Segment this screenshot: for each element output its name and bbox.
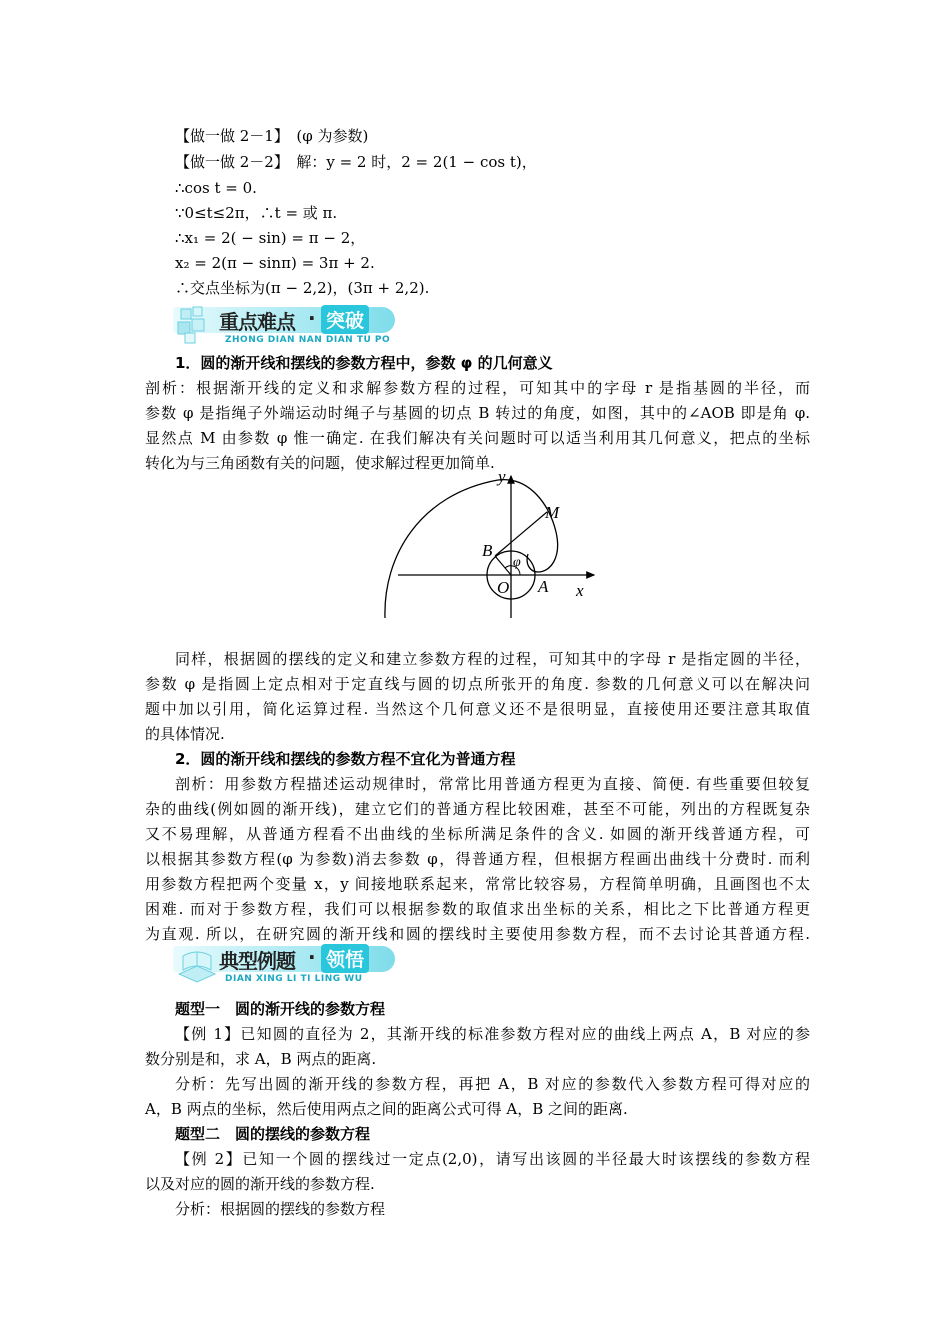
involute-figure <box>380 466 605 626</box>
cubes-icon <box>175 305 219 345</box>
paragraph-line: 剖析：根据渐开线的定义和求解参数方程的过程，可知其中的字母 r 是指基圆的半径，而 <box>145 379 810 397</box>
topic-heading: 题型一 圆的渐开线的参数方程 <box>175 1000 386 1018</box>
math-line: x₂ = 2(π − sinπ) = 3π + 2. <box>175 254 375 272</box>
exercise-2-1-line: 【做一做 2－1】 (φ 为参数) <box>175 127 369 145</box>
math-line: ∴cos t = 0. <box>175 179 257 197</box>
analysis-line: 分析：先写出圆的渐开线的参数方程，再把 A，B 对应的参数代入参数方程可得对应的 <box>175 1075 810 1093</box>
paragraph-line: 参数 φ 是指圆上定点相对于定直线与圆的切点所张开的角度. 参数的几何意义可以在解决问 <box>145 675 810 693</box>
paragraph-line: 参数 φ 是指绳子外端运动时绳子与基圆的切点 B 转过的角度，如图，其中的∠AOB 即是角 φ. <box>145 404 810 422</box>
math-line: ∴交点坐标为(π − 2,2)，(3π + 2,2). <box>175 279 430 297</box>
paragraph-line: 用参数方程把两个变量 x，y 间接地联系起来，常常比较容易，方程简单明确，且画图也不太 <box>145 875 810 893</box>
label-A: A <box>538 577 549 596</box>
paragraph-line: 以根据其参数方程(φ 为参数)消去参数 φ，得普通方程，但根据方程画出曲线十分费时. 而利 <box>145 850 810 868</box>
paragraph-line: 剖析：用参数方程描述运动规律时，常常比用普通方程更为直接、简便. 有些重要但较复 <box>175 775 810 793</box>
paragraph-line: 同样，根据圆的摆线的定义和建立参数方程的过程，可知其中的字母 r 是指定圆的半径， <box>175 650 810 668</box>
label-M: M <box>545 503 560 522</box>
topic-heading: 题型二 圆的摆线的参数方程 <box>175 1125 371 1143</box>
banner-title: 典型例题 <box>219 949 295 973</box>
section-heading: 2．圆的渐开线和摆线的参数方程不宜化为普通方程 <box>175 750 516 768</box>
example-line: 数分别是和，求 A，B 两点的距离. <box>145 1050 377 1068</box>
banner-dot: · <box>308 306 315 330</box>
tangent-BM <box>495 512 547 556</box>
paragraph-line: 转化为与三角函数有关的问题，使求解过程更加简单. <box>145 454 495 472</box>
example-line: 【例 2】已知一个圆的摆线过一定点(2,0)，请写出该圆的半径最大时该摆线的参数方程 <box>175 1150 810 1168</box>
label-O: O <box>497 578 510 597</box>
math-line: ∵0≤t≤2π，∴t = 或 π. <box>175 204 338 222</box>
paragraph-line: 杂的曲线(例如圆的渐开线)，建立它们的普通方程比较困难，甚至不可能，列出的方程既复杂 <box>145 800 810 818</box>
label-y: y <box>498 467 506 486</box>
analysis-line: 分析：根据圆的摆线的参数方程 <box>175 1200 386 1218</box>
analysis-line: A，B 两点的坐标，然后使用两点之间的距离公式可得 A，B 之间的距离. <box>145 1100 628 1118</box>
paragraph-line: 困难. 而对于参数方程，我们可以根据参数的取值求出坐标的关系，相比之下比普通方程更 <box>145 900 810 918</box>
banner-subtitle: DIAN XING LI TI LING WU <box>225 974 363 984</box>
paragraph-line: 显然点 M 由参数 φ 惟一确定. 在我们解决有关问题时可以适当利用其几何意义，把点的坐标 <box>145 429 810 447</box>
math-line: ∴x₁ = 2( − sin) = π − 2， <box>175 229 366 247</box>
book-icon <box>175 944 219 984</box>
paragraph-line: 的具体情况. <box>145 725 225 743</box>
banner-title: 重点难点 <box>219 310 295 334</box>
example-line: 【例 1】已知圆的直径为 2，其渐开线的标准参数方程对应的曲线上两点 A，B 对应的参 <box>175 1025 810 1043</box>
section-heading: 1．圆的渐开线和摆线的参数方程中，参数 φ 的几何意义 <box>175 354 553 372</box>
paragraph-line: 为直观. 所以，在研究圆的渐开线和圆的摆线时主要使用参数方程，而不去讨论其普通方程. <box>145 925 810 943</box>
banner-accent: 突破 <box>321 305 369 334</box>
example-line: 以及对应的圆的渐开线的参数方程. <box>145 1175 375 1193</box>
label-B: B <box>482 541 493 560</box>
paragraph-line: 题中加以引用，简化运算过程. 当然这个几何意义还不是很明显，直接使用还要注意其取值 <box>145 700 810 718</box>
exercise-2-2-line: 【做一做 2－2】 解：y = 2 时，2 = 2(1 − cos t)， <box>175 153 537 171</box>
section-banner-key-points <box>173 305 403 349</box>
banner-accent: 领悟 <box>321 944 369 973</box>
paragraph-line: 又不易理解，从普通方程看不出曲线的坐标所满足条件的含义. 如圆的渐开线普通方程，可 <box>145 825 810 843</box>
banner-subtitle: ZHONG DIAN NAN DIAN TU PO <box>225 335 391 345</box>
section-banner-examples <box>173 944 403 988</box>
label-phi: φ <box>513 555 521 570</box>
label-x: x <box>576 581 584 600</box>
involute-curve <box>385 480 558 618</box>
banner-dot: · <box>308 945 315 969</box>
